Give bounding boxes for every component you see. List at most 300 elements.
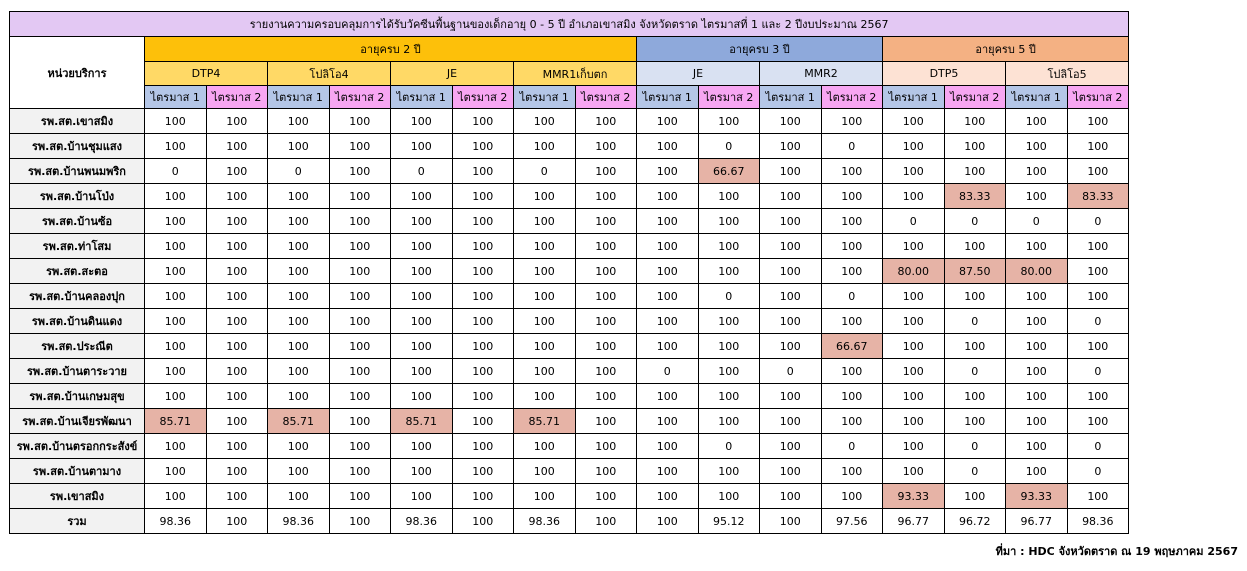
coverage-cell: 100 xyxy=(329,509,391,534)
coverage-cell: 100 xyxy=(698,334,760,359)
coverage-cell: 85.71 xyxy=(391,409,453,434)
coverage-cell: 100 xyxy=(514,234,576,259)
coverage-cell: 100 xyxy=(206,309,268,334)
coverage-cell: 100 xyxy=(883,109,945,134)
coverage-cell: 100 xyxy=(1067,409,1129,434)
coverage-cell: 100 xyxy=(821,159,883,184)
unit-name: รพ.สต.เขาสมิง xyxy=(10,109,145,134)
quarter-header-1: ไตรมาส 1 xyxy=(514,86,576,109)
coverage-cell: 100 xyxy=(145,234,207,259)
coverage-cell: 100 xyxy=(391,334,453,359)
coverage-cell: 100 xyxy=(206,434,268,459)
coverage-cell: 0 xyxy=(760,359,822,384)
coverage-cell: 100 xyxy=(821,384,883,409)
coverage-cell: 100 xyxy=(637,434,699,459)
coverage-cell: 0 xyxy=(698,434,760,459)
coverage-cell: 100 xyxy=(452,459,514,484)
coverage-cell: 100 xyxy=(514,209,576,234)
coverage-cell: 100 xyxy=(760,134,822,159)
coverage-cell: 100 xyxy=(821,484,883,509)
coverage-cell: 100 xyxy=(883,334,945,359)
coverage-cell: 100 xyxy=(514,334,576,359)
coverage-cell: 100 xyxy=(637,409,699,434)
coverage-cell: 96.72 xyxy=(944,509,1006,534)
coverage-cell: 100 xyxy=(145,384,207,409)
quarter-header-2: ไตรมาส 2 xyxy=(206,86,268,109)
data-source-note: ที่มา : HDC จังหวัดตราด ณ 19 พฤษภาคม 2567 xyxy=(995,545,1238,558)
coverage-cell: 100 xyxy=(637,334,699,359)
coverage-cell: 0 xyxy=(944,309,1006,334)
coverage-cell: 100 xyxy=(1006,159,1068,184)
total-row xyxy=(10,509,1129,534)
table-row xyxy=(10,459,1129,484)
coverage-cell: 100 xyxy=(1006,309,1068,334)
coverage-cell: 100 xyxy=(575,509,637,534)
coverage-cell: 100 xyxy=(821,459,883,484)
coverage-cell: 95.12 xyxy=(698,509,760,534)
coverage-cell: 100 xyxy=(206,209,268,234)
coverage-cell: 100 xyxy=(637,309,699,334)
table-row xyxy=(10,259,1129,284)
coverage-cell: 100 xyxy=(145,284,207,309)
coverage-cell: 100 xyxy=(944,409,1006,434)
coverage-cell: 0 xyxy=(1006,209,1068,234)
coverage-cell: 100 xyxy=(452,384,514,409)
coverage-cell: 100 xyxy=(760,509,822,534)
unit-name: รพ.เขาสมิง xyxy=(10,484,145,509)
coverage-cell: 100 xyxy=(575,109,637,134)
coverage-cell: 100 xyxy=(1006,384,1068,409)
coverage-cell: 100 xyxy=(1006,409,1068,434)
coverage-cell: 100 xyxy=(821,259,883,284)
coverage-cell: 100 xyxy=(698,259,760,284)
coverage-cell: 97.56 xyxy=(821,509,883,534)
coverage-cell: 100 xyxy=(329,334,391,359)
coverage-cell: 100 xyxy=(329,209,391,234)
coverage-cell: 100 xyxy=(452,484,514,509)
coverage-cell: 83.33 xyxy=(944,184,1006,209)
coverage-cell: 0 xyxy=(944,359,1006,384)
coverage-cell: 100 xyxy=(883,359,945,384)
coverage-cell: 100 xyxy=(575,184,637,209)
quarter-header-2: ไตรมาส 2 xyxy=(821,86,883,109)
unit-name: รพ.สต.บ้านโป่ง xyxy=(10,184,145,209)
coverage-cell: 100 xyxy=(329,434,391,459)
table-row xyxy=(10,134,1129,159)
table-row xyxy=(10,484,1129,509)
coverage-cell: 100 xyxy=(268,184,330,209)
unit-name: รพ.สต.บ้านดินแดง xyxy=(10,309,145,334)
coverage-cell: 100 xyxy=(391,109,453,134)
coverage-cell: 100 xyxy=(1006,184,1068,209)
quarter-header-2: ไตรมาส 2 xyxy=(329,86,391,109)
coverage-cell: 100 xyxy=(575,159,637,184)
unit-name: รพ.สต.บ้านคลองปุก xyxy=(10,284,145,309)
coverage-cell: 100 xyxy=(514,484,576,509)
coverage-cell: 100 xyxy=(206,459,268,484)
coverage-cell: 96.77 xyxy=(1006,509,1068,534)
coverage-cell: 100 xyxy=(206,259,268,284)
coverage-cell: 100 xyxy=(1006,234,1068,259)
coverage-cell: 100 xyxy=(452,184,514,209)
coverage-cell: 100 xyxy=(883,434,945,459)
unit-name: รพ.สต.ท่าโสม xyxy=(10,234,145,259)
coverage-cell: 100 xyxy=(391,459,453,484)
unit-name: รพ.สต.บ้านเกษมสุข xyxy=(10,384,145,409)
coverage-cell: 100 xyxy=(760,334,822,359)
quarter-header-2: ไตรมาส 2 xyxy=(944,86,1006,109)
coverage-cell: 100 xyxy=(329,259,391,284)
coverage-cell: 100 xyxy=(206,509,268,534)
coverage-cell: 100 xyxy=(760,234,822,259)
coverage-cell: 100 xyxy=(760,159,822,184)
coverage-cell: 100 xyxy=(944,234,1006,259)
coverage-cell: 100 xyxy=(1006,334,1068,359)
table-row xyxy=(10,234,1129,259)
coverage-cell: 66.67 xyxy=(698,159,760,184)
unit-name: รวม xyxy=(10,509,145,534)
coverage-table xyxy=(9,11,1129,534)
coverage-cell: 100 xyxy=(145,309,207,334)
unit-name: รพ.สต.บ้านซ้อ xyxy=(10,209,145,234)
coverage-cell: 100 xyxy=(944,134,1006,159)
coverage-cell: 100 xyxy=(514,109,576,134)
coverage-cell: 100 xyxy=(575,384,637,409)
coverage-cell: 100 xyxy=(268,209,330,234)
coverage-cell: 85.71 xyxy=(514,409,576,434)
coverage-cell: 100 xyxy=(698,359,760,384)
coverage-cell: 100 xyxy=(206,234,268,259)
coverage-cell: 0 xyxy=(514,159,576,184)
coverage-cell: 100 xyxy=(760,409,822,434)
coverage-cell: 100 xyxy=(206,184,268,209)
quarter-header-2: ไตรมาส 2 xyxy=(452,86,514,109)
coverage-cell: 100 xyxy=(391,259,453,284)
coverage-cell: 100 xyxy=(145,184,207,209)
table-row xyxy=(10,209,1129,234)
coverage-cell: 100 xyxy=(1067,334,1129,359)
coverage-cell: 100 xyxy=(821,234,883,259)
coverage-cell: 100 xyxy=(145,459,207,484)
coverage-cell: 100 xyxy=(329,184,391,209)
vaccine-header-polio5: โปลิโอ5 xyxy=(1006,62,1129,86)
table-row xyxy=(10,359,1129,384)
coverage-cell: 100 xyxy=(760,109,822,134)
coverage-cell: 100 xyxy=(145,334,207,359)
coverage-cell: 100 xyxy=(391,434,453,459)
coverage-cell: 100 xyxy=(268,259,330,284)
coverage-cell: 0 xyxy=(1067,359,1129,384)
coverage-cell: 100 xyxy=(821,184,883,209)
coverage-cell: 100 xyxy=(760,184,822,209)
coverage-cell: 100 xyxy=(268,384,330,409)
coverage-cell: 100 xyxy=(698,309,760,334)
coverage-cell: 100 xyxy=(760,434,822,459)
table-row xyxy=(10,434,1129,459)
coverage-cell: 100 xyxy=(821,109,883,134)
coverage-cell: 100 xyxy=(268,309,330,334)
coverage-cell: 100 xyxy=(206,134,268,159)
coverage-cell: 93.33 xyxy=(1006,484,1068,509)
coverage-cell: 100 xyxy=(329,384,391,409)
coverage-cell: 100 xyxy=(1067,109,1129,134)
quarter-header-1: ไตรมาส 1 xyxy=(883,86,945,109)
coverage-cell: 100 xyxy=(514,284,576,309)
coverage-cell: 100 xyxy=(391,209,453,234)
coverage-cell: 100 xyxy=(821,209,883,234)
unit-name: รพ.สต.บ้านเจียรพัฒนา xyxy=(10,409,145,434)
coverage-cell: 100 xyxy=(760,309,822,334)
coverage-cell: 100 xyxy=(329,484,391,509)
coverage-cell: 100 xyxy=(883,284,945,309)
coverage-cell: 100 xyxy=(575,359,637,384)
coverage-cell: 0 xyxy=(821,434,883,459)
coverage-cell: 100 xyxy=(821,359,883,384)
coverage-cell: 100 xyxy=(637,484,699,509)
table-row xyxy=(10,384,1129,409)
coverage-cell: 100 xyxy=(452,109,514,134)
coverage-cell: 100 xyxy=(883,309,945,334)
unit-column-header: หน่วยบริการ xyxy=(10,37,145,109)
coverage-cell: 100 xyxy=(883,409,945,434)
quarter-header-1: ไตรมาส 1 xyxy=(145,86,207,109)
coverage-cell: 100 xyxy=(329,359,391,384)
coverage-cell: 98.36 xyxy=(145,509,207,534)
age-group-5y: อายุครบ 5 ปี xyxy=(883,37,1129,62)
coverage-cell: 100 xyxy=(637,109,699,134)
coverage-cell: 100 xyxy=(760,484,822,509)
coverage-cell: 100 xyxy=(452,284,514,309)
unit-name: รพ.สต.บ้านตามาง xyxy=(10,459,145,484)
quarter-header-1: ไตรมาส 1 xyxy=(760,86,822,109)
coverage-cell: 0 xyxy=(883,209,945,234)
coverage-cell: 100 xyxy=(514,309,576,334)
coverage-cell: 100 xyxy=(206,284,268,309)
unit-name: รพ.สต.ประณีต xyxy=(10,334,145,359)
age-group-3y: อายุครบ 3 ปี xyxy=(637,37,883,62)
coverage-cell: 100 xyxy=(206,484,268,509)
coverage-cell: 0 xyxy=(1067,309,1129,334)
vaccine-header-mmr2: MMR2 xyxy=(760,62,883,86)
coverage-cell: 100 xyxy=(452,309,514,334)
coverage-cell: 0 xyxy=(637,359,699,384)
vaccine-header-je-3y: JE xyxy=(637,62,760,86)
coverage-cell: 100 xyxy=(391,484,453,509)
coverage-cell: 98.36 xyxy=(514,509,576,534)
coverage-cell: 100 xyxy=(1006,459,1068,484)
coverage-cell: 100 xyxy=(575,259,637,284)
coverage-cell: 100 xyxy=(1006,359,1068,384)
coverage-cell: 100 xyxy=(575,334,637,359)
coverage-cell: 100 xyxy=(329,109,391,134)
unit-name: รพ.สต.บ้านพนมพริก xyxy=(10,159,145,184)
coverage-cell: 0 xyxy=(1067,459,1129,484)
quarter-header-1: ไตรมาส 1 xyxy=(637,86,699,109)
coverage-cell: 100 xyxy=(944,484,1006,509)
coverage-cell: 100 xyxy=(268,459,330,484)
coverage-cell: 100 xyxy=(452,209,514,234)
coverage-cell: 100 xyxy=(575,484,637,509)
coverage-cell: 100 xyxy=(698,184,760,209)
coverage-cell: 100 xyxy=(268,434,330,459)
coverage-cell: 100 xyxy=(145,359,207,384)
coverage-cell: 100 xyxy=(1067,284,1129,309)
coverage-cell: 100 xyxy=(637,234,699,259)
coverage-cell: 80.00 xyxy=(883,259,945,284)
coverage-cell: 100 xyxy=(206,159,268,184)
coverage-cell: 100 xyxy=(760,259,822,284)
coverage-cell: 100 xyxy=(452,159,514,184)
coverage-cell: 100 xyxy=(514,184,576,209)
coverage-cell: 100 xyxy=(698,384,760,409)
coverage-cell: 100 xyxy=(452,134,514,159)
coverage-cell: 100 xyxy=(329,284,391,309)
coverage-cell: 100 xyxy=(514,359,576,384)
vaccine-header-je-2y: JE xyxy=(391,62,514,86)
coverage-cell: 0 xyxy=(1067,434,1129,459)
coverage-cell: 100 xyxy=(760,384,822,409)
coverage-cell: 100 xyxy=(391,384,453,409)
coverage-cell: 100 xyxy=(514,459,576,484)
coverage-cell: 0 xyxy=(944,209,1006,234)
coverage-cell: 100 xyxy=(883,384,945,409)
coverage-cell: 100 xyxy=(637,134,699,159)
coverage-cell: 100 xyxy=(698,409,760,434)
coverage-cell: 100 xyxy=(206,384,268,409)
coverage-cell: 100 xyxy=(637,184,699,209)
coverage-cell: 100 xyxy=(1006,434,1068,459)
coverage-cell: 100 xyxy=(329,134,391,159)
coverage-cell: 100 xyxy=(452,259,514,284)
coverage-cell: 100 xyxy=(268,484,330,509)
coverage-cell: 100 xyxy=(698,209,760,234)
coverage-cell: 0 xyxy=(944,434,1006,459)
coverage-cell: 100 xyxy=(637,384,699,409)
coverage-cell: 100 xyxy=(268,234,330,259)
coverage-cell: 100 xyxy=(698,234,760,259)
coverage-cell: 100 xyxy=(575,209,637,234)
coverage-cell: 100 xyxy=(452,334,514,359)
coverage-cell: 100 xyxy=(452,234,514,259)
coverage-cell: 100 xyxy=(1067,159,1129,184)
coverage-cell: 96.77 xyxy=(883,509,945,534)
coverage-cell: 100 xyxy=(329,409,391,434)
coverage-cell: 100 xyxy=(391,359,453,384)
coverage-cell: 100 xyxy=(944,384,1006,409)
coverage-cell: 100 xyxy=(391,134,453,159)
coverage-cell: 100 xyxy=(1067,259,1129,284)
unit-name: รพ.สต.บ้านชุมแสง xyxy=(10,134,145,159)
table-row xyxy=(10,409,1129,434)
coverage-cell: 100 xyxy=(145,209,207,234)
table-row xyxy=(10,184,1129,209)
coverage-cell: 100 xyxy=(883,134,945,159)
coverage-cell: 100 xyxy=(760,284,822,309)
vaccine-header-dtp5: DTP5 xyxy=(883,62,1006,86)
coverage-cell: 98.36 xyxy=(391,509,453,534)
coverage-cell: 0 xyxy=(268,159,330,184)
quarter-header-1: ไตรมาส 1 xyxy=(268,86,330,109)
coverage-cell: 83.33 xyxy=(1067,184,1129,209)
quarter-header-2: ไตรมาส 2 xyxy=(1067,86,1129,109)
report-title: รายงานความครอบคลุมการได้รับวัคซีนพื้นฐานของเด็กอายุ 0 - 5 ปี อำเภอเขาสมิง จังหวัดตราด ไตรมาสที่ 1 และ 2 ปีงบประมาณ 2567 xyxy=(10,12,1129,37)
coverage-cell: 100 xyxy=(145,259,207,284)
coverage-cell: 100 xyxy=(329,159,391,184)
coverage-cell: 100 xyxy=(206,109,268,134)
coverage-cell: 100 xyxy=(329,234,391,259)
coverage-cell: 100 xyxy=(1006,284,1068,309)
coverage-cell: 100 xyxy=(575,284,637,309)
coverage-cell: 100 xyxy=(1006,109,1068,134)
age-group-2y: อายุครบ 2 ปี xyxy=(145,37,637,62)
quarter-header-1: ไตรมาส 1 xyxy=(391,86,453,109)
coverage-cell: 100 xyxy=(883,159,945,184)
coverage-cell: 100 xyxy=(268,109,330,134)
coverage-cell: 0 xyxy=(821,134,883,159)
coverage-cell: 100 xyxy=(698,484,760,509)
table-row xyxy=(10,284,1129,309)
coverage-cell: 100 xyxy=(883,234,945,259)
coverage-cell: 100 xyxy=(637,459,699,484)
quarter-header-2: ไตรมาส 2 xyxy=(698,86,760,109)
vaccine-header-dtp4: DTP4 xyxy=(145,62,268,86)
coverage-cell: 100 xyxy=(1006,134,1068,159)
quarter-header-1: ไตรมาส 1 xyxy=(1006,86,1068,109)
unit-name: รพ.สต.สะตอ xyxy=(10,259,145,284)
coverage-cell: 100 xyxy=(575,459,637,484)
table-row xyxy=(10,159,1129,184)
table-row xyxy=(10,309,1129,334)
vaccine-header-polio4: โปลิโอ4 xyxy=(268,62,391,86)
coverage-cell: 100 xyxy=(821,409,883,434)
coverage-cell: 100 xyxy=(944,159,1006,184)
coverage-cell: 100 xyxy=(206,334,268,359)
coverage-cell: 100 xyxy=(391,184,453,209)
coverage-cell: 85.71 xyxy=(145,409,207,434)
coverage-cell: 100 xyxy=(637,159,699,184)
coverage-cell: 100 xyxy=(268,359,330,384)
coverage-cell: 100 xyxy=(452,359,514,384)
coverage-cell: 0 xyxy=(944,459,1006,484)
coverage-cell: 100 xyxy=(514,259,576,284)
coverage-cell: 100 xyxy=(145,109,207,134)
coverage-cell: 0 xyxy=(1067,209,1129,234)
coverage-cell: 100 xyxy=(698,459,760,484)
unit-name: รพ.สต.บ้านตาระวาย xyxy=(10,359,145,384)
coverage-cell: 0 xyxy=(391,159,453,184)
coverage-cell: 100 xyxy=(268,134,330,159)
coverage-cell: 100 xyxy=(575,309,637,334)
coverage-cell: 100 xyxy=(514,384,576,409)
coverage-cell: 100 xyxy=(391,234,453,259)
coverage-cell: 100 xyxy=(268,334,330,359)
coverage-cell: 98.36 xyxy=(268,509,330,534)
coverage-cell: 100 xyxy=(206,409,268,434)
coverage-cell: 100 xyxy=(637,209,699,234)
coverage-cell: 100 xyxy=(1067,234,1129,259)
coverage-cell: 100 xyxy=(760,459,822,484)
quarter-header-2: ไตรมาส 2 xyxy=(575,86,637,109)
coverage-cell: 100 xyxy=(1067,134,1129,159)
coverage-cell: 100 xyxy=(452,434,514,459)
coverage-cell: 100 xyxy=(452,409,514,434)
coverage-cell: 100 xyxy=(514,434,576,459)
coverage-cell: 100 xyxy=(883,459,945,484)
coverage-cell: 100 xyxy=(206,359,268,384)
vaccine-header-mmr1: MMR1เก็บตก xyxy=(514,62,637,86)
coverage-cell: 66.67 xyxy=(821,334,883,359)
coverage-cell: 100 xyxy=(883,184,945,209)
